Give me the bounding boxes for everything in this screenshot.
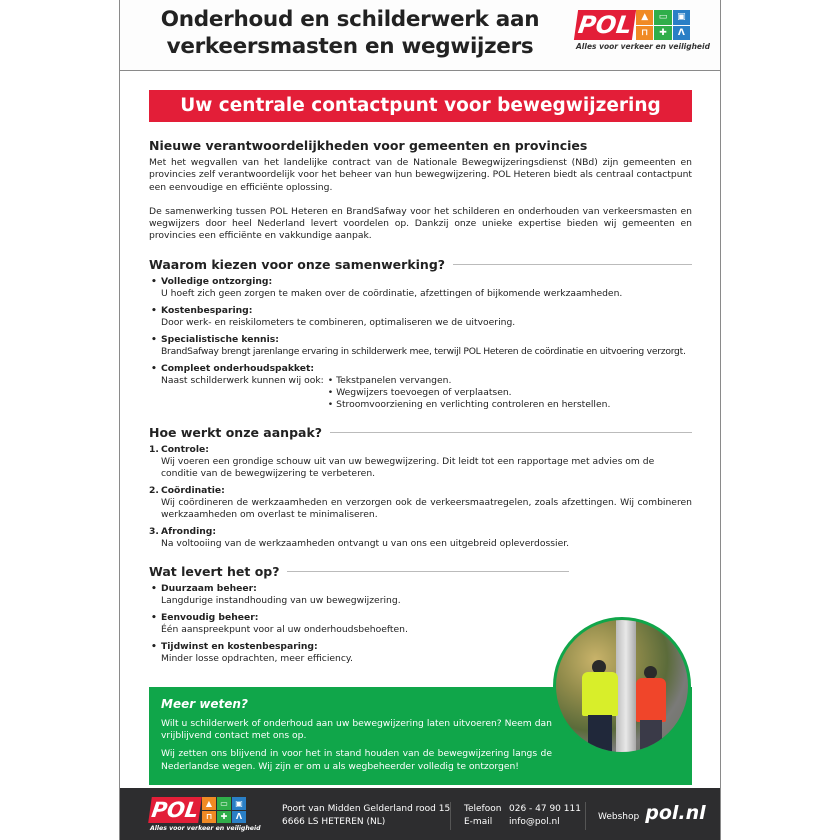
list-item: • Kostenbesparing: Door werk- en reiskilometers te combineren, optimaliseren we de uitvoering. xyxy=(149,305,692,329)
sign-icon: ▭ xyxy=(654,10,671,25)
item-title: Duurzaam beheer: xyxy=(161,582,257,594)
sub-list xyxy=(161,375,692,411)
result-heading-text: Wat levert het op? xyxy=(149,563,280,579)
item-text: Door werk- en reiskilometers te combineren, optimaliseren we de uitvoering. xyxy=(161,316,516,328)
item-text: U hoeft zich geen zorgen te maken over de coördinatie, afzettingen of bijkomende werkzaamheden. xyxy=(161,287,623,299)
callout-paragraph-1: Wilt u schilderwerk of onderhoud aan uw bewegwijzering laten uitvoeren? Neem dan vrijblijvend contact met ons op. xyxy=(161,718,552,742)
item-title: Compleet onderhoudspakket: xyxy=(161,362,315,374)
pol-logo-tiles xyxy=(636,10,690,40)
cone-icon: ▲ xyxy=(202,797,216,810)
sub-list-item: • Wegwijzers toevoegen of verplaatsen. xyxy=(328,387,611,399)
step-text: Wij coördineren de werkzaamheden en verzorgen ook de verkeersmaatregelen, zoals afzettingen. Wij combineren werkzaamheden om overlast te minimaliseren. xyxy=(161,496,692,520)
pol-logo xyxy=(576,10,710,51)
step-text: Na voltooiing van de werkzaamheden ontvangt u van ons een uitgebreid opleverdossier. xyxy=(161,537,570,549)
pol-logo-tiles xyxy=(202,797,246,823)
monitor-icon: ▣ xyxy=(673,10,690,25)
item-title: Volledige ontzorging: xyxy=(161,275,273,287)
address-line-1: Poort van Midden Gelderland rood 15 xyxy=(282,804,451,814)
why-list xyxy=(149,276,692,411)
divider xyxy=(450,802,451,830)
banner-heading: Uw centrale contactpunt voor bewegwijzering xyxy=(149,90,692,122)
document-page xyxy=(119,0,721,840)
step-title: Afronding: xyxy=(161,525,217,537)
footer-webshop xyxy=(598,802,706,824)
title-line-2: verkeersmasten en wegwijzers xyxy=(166,34,534,59)
item-title: Kostenbesparing: xyxy=(161,304,253,316)
sub-list-lead: Naast schilderwerk kunnen wij ook: xyxy=(161,374,324,386)
email-link[interactable]: info@pol.nl xyxy=(509,817,560,827)
pol-logo-wordmark: POL xyxy=(574,10,636,40)
divider xyxy=(453,264,692,265)
sub-list-item: • Tekstpanelen vervangen. xyxy=(328,375,611,387)
divider xyxy=(330,432,692,433)
list-item: • Compleet onderhoudspakket: Naast schilderwerk kunnen wij ook: • Tekstpanelen vervangen. • Wegwijzers toevoegen of verplaatsen. • Stroomvoorziening en verlichting controleren en herstellen. xyxy=(149,363,692,411)
sign-icon: ▭ xyxy=(217,797,231,810)
cone-icon: ▲ xyxy=(636,10,653,25)
why-heading-text: Waarom kiezen voor onze samenwerking? xyxy=(149,256,446,272)
intro-paragraph-1: Met het wegvallen van het landelijke contract van de Nationale Bewegwijzeringsdienst (NBd) zijn gemeenten en provincies zelf verantwoordelijk voor het beheer van hun bewegwijzering. POL Heteren biedt als centraal contactpunt een eenvoudige en efficiënte oplossing. xyxy=(149,157,692,193)
item-text: Één aanspreekpunt voor al uw onderhoudsbehoeften. xyxy=(161,623,408,635)
webshop-label: Webshop xyxy=(598,812,640,822)
pol-logo-tagline: Alles voor verkeer en veiligheid xyxy=(150,825,261,832)
footer-address xyxy=(282,803,450,829)
pol-logo-tagline: Alles voor verkeer en veiligheid xyxy=(576,42,710,51)
item-title: Eenvoudig beheer: xyxy=(161,611,259,623)
footer-contact xyxy=(464,803,581,829)
cross-icon: ✚ xyxy=(217,811,231,824)
monitor-icon: ▣ xyxy=(232,797,246,810)
how-heading-text: Hoe werkt onze aanpak? xyxy=(149,424,323,440)
main-content xyxy=(149,138,692,670)
intro-paragraph-2: De samenwerking tussen POL Heteren en BrandSafway voor het schilderen en onderhouden van verkeersmasten en wegwijzers door heel Nederland levert voordelen op. Dankzij onze unieke expertise bieden wij gemeenten en provincies een efficiënte en vakkundige aanpak. xyxy=(149,205,692,242)
step-number: 1. xyxy=(149,443,159,455)
list-item: • Specialistische kennis: BrandSafway brengt jarenlange ervaring in schilderwerk mee, terwijl POL Heteren de coördinatie en uitvoering verzorgt. xyxy=(149,334,692,358)
item-title: Tijdwinst en kostenbesparing: xyxy=(161,640,318,652)
cross-icon: ✚ xyxy=(654,26,671,41)
title-line-1: Onderhoud en schilderwerk aan xyxy=(160,7,540,32)
step-text: Wij voeren een grondige schouw uit van uw bewegwijzering. Dit leidt tot een rapportage met advies om de conditie van de bewegwijzering te verbeteren. xyxy=(161,455,655,479)
phone-link[interactable]: 026 - 47 90 111 xyxy=(509,804,581,814)
step-title: Coördinatie: xyxy=(161,484,225,496)
item-text: Minder losse opdrachten, meer efficiency. xyxy=(161,652,353,664)
step-number: 2. xyxy=(149,484,159,496)
pol-logo-wordmark: POL xyxy=(150,798,200,822)
callout-heading: Meer weten? xyxy=(161,697,248,711)
divider xyxy=(287,571,569,572)
intro-heading xyxy=(149,138,692,153)
item-title: Specialistische kennis: xyxy=(161,333,279,345)
address-line-2: 6666 LS HETEREN (NL) xyxy=(282,817,386,827)
step-item xyxy=(149,485,692,521)
road-icon: Λ xyxy=(232,811,246,824)
workers-photo xyxy=(553,617,691,755)
list-item: • Volledige ontzorging: U hoeft zich geen zorgen te maken over de coördinatie, afzettingen of bijkomende werkzaamheden. xyxy=(149,276,692,300)
page-header xyxy=(120,0,720,71)
step-number: 3. xyxy=(149,525,159,537)
how-heading xyxy=(149,425,692,440)
page-footer xyxy=(120,788,720,840)
item-text: BrandSafway brengt jarenlange ervaring in schilderwerk mee, terwijl POL Heteren de coördinatie en uitvoering verzorgt. xyxy=(161,345,686,357)
step-item xyxy=(149,444,692,480)
step-title: Controle: xyxy=(161,443,209,455)
email-label: E-mail xyxy=(464,817,493,827)
phone-label: Telefoon xyxy=(464,804,502,814)
step-item xyxy=(149,526,692,550)
footer-pol-logo xyxy=(150,797,261,832)
result-heading xyxy=(149,564,569,579)
page-title xyxy=(150,6,550,60)
webshop-link[interactable]: pol.nl xyxy=(645,802,706,824)
item-text: Langdurige instandhouding van uw bewegwijzering. xyxy=(161,594,401,606)
list-item: • Tijdwinst en kostenbesparing: Minder losse opdrachten, meer efficiency. xyxy=(149,641,692,665)
road-icon: Λ xyxy=(673,26,690,41)
list-item: • Duurzaam beheer: Langdurige instandhouding van uw bewegwijzering. xyxy=(149,583,692,607)
callout-paragraph-2: Wij zetten ons blijvend in voor het in stand houden van de bewegwijzering langs de Nederlandse wegen. Wij zijn er om u als wegbeheerder volledig te ontzorgen! xyxy=(161,748,552,772)
barrier-icon: ⊓ xyxy=(636,26,653,41)
intro-heading-text: Nieuwe verantwoordelijkheden voor gemeenten en provincies xyxy=(149,138,588,153)
sub-list-item: • Stroomvoorziening en verlichting controleren en herstellen. xyxy=(328,399,611,411)
list-item: • Eenvoudig beheer: Één aanspreekpunt voor al uw onderhoudsbehoeften. xyxy=(149,612,692,636)
how-list xyxy=(149,444,692,550)
barrier-icon: ⊓ xyxy=(202,811,216,824)
divider xyxy=(585,802,586,830)
why-heading xyxy=(149,257,692,272)
